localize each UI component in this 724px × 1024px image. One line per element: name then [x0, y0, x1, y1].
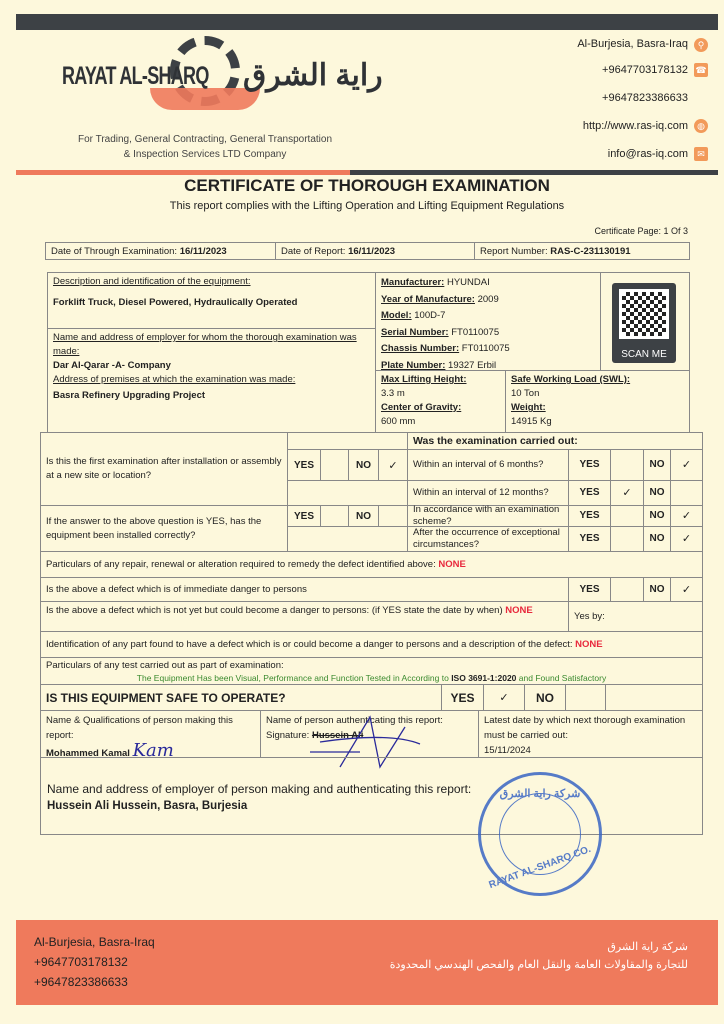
qr-code[interactable]	[612, 283, 676, 363]
q1-yes[interactable]: YES	[287, 449, 321, 481]
label: If the answer to the above question is YES, has the equipment been installed correctly?	[46, 515, 262, 541]
label: Serial Number:	[381, 326, 449, 338]
tests-result: and Found Satisfactory	[518, 673, 607, 683]
value: NONE	[575, 639, 603, 650]
interval-no-box-i6[interactable]: ✓	[670, 449, 703, 481]
value: NONE	[505, 605, 533, 616]
value: 3.3 m	[381, 388, 405, 399]
q1-yes-box[interactable]	[320, 449, 349, 481]
label: Is the above a defect which is not yet but could become a danger to persons: (if YES state the date by when)	[46, 605, 503, 616]
q2-yes-box[interactable]	[320, 505, 349, 527]
lifting-height	[375, 370, 506, 433]
value: Dar Al-Qarar -A- Company	[53, 360, 171, 371]
q1-no-check[interactable]: ✓	[378, 449, 408, 481]
carried-out-header: Was the examination carried out:	[407, 432, 703, 450]
label: Year of Manufacture:	[381, 293, 475, 305]
label: Date of Report:	[281, 245, 346, 257]
contact-phone-2: +9647823386633	[602, 92, 688, 104]
immediate-danger: Is the above a defect which is of immediate danger to persons	[40, 577, 569, 602]
value: Hussein Ali	[311, 730, 364, 741]
equipment-description	[47, 272, 376, 329]
contact-phone-1: +9647703178132	[602, 64, 688, 76]
label: Description and identification of the equipment:	[53, 276, 251, 287]
interval-no-box-exceptional[interactable]: ✓	[670, 526, 703, 552]
report-date	[275, 242, 475, 260]
premises-label: Address of premises at which the examination was made:	[53, 374, 296, 385]
label: Name of person authenticating this report:	[266, 715, 443, 726]
value: 19327 Erbil	[448, 359, 497, 371]
interval-question-i12: Within an interval of 12 months?	[407, 480, 569, 506]
blank	[287, 526, 408, 552]
label: Name and address of employer for whom the thorough examination was made:	[53, 332, 357, 357]
report-maker	[40, 710, 261, 761]
interval-yes-i6[interactable]: YES	[568, 449, 611, 481]
qr-code-icon	[619, 289, 669, 339]
maker-signature: Kam	[132, 740, 174, 761]
q2-no-box[interactable]	[378, 505, 408, 527]
contact-email[interactable]: info@ras-iq.com	[607, 148, 688, 160]
signature-label: Signature:	[266, 730, 310, 741]
exam-date	[45, 242, 276, 260]
logo-text-ar: راية الشرق	[243, 59, 383, 92]
value: 2009	[477, 293, 499, 305]
value: 10 Ton	[511, 388, 540, 399]
repair-particulars	[40, 551, 703, 578]
interval-no-scheme[interactable]: NO	[643, 505, 671, 527]
scan-me-label: SCAN ME	[621, 349, 667, 360]
divider-dark	[350, 170, 718, 175]
label: Manufacturer:	[381, 277, 445, 288]
label: Report Number:	[480, 245, 548, 257]
value: 16/11/2023	[179, 245, 227, 257]
footer-contacts	[34, 932, 155, 992]
safe-no[interactable]: NO	[524, 684, 566, 711]
immediate-yes[interactable]: YES	[568, 577, 611, 602]
weight-value: 14915 Kg	[511, 416, 552, 427]
label: Max Lifting Height:	[381, 374, 467, 385]
value: Hussein Ali Hussein, Basra, Burjesia	[47, 800, 248, 812]
weight-label: Weight:	[511, 402, 546, 413]
yes-by[interactable]: Yes by:	[568, 601, 703, 632]
interval-no-box-i12[interactable]	[670, 480, 703, 506]
label: Particulars of any repair, renewal or alteration required to remedy the defect identified above:	[46, 559, 436, 570]
q2-yes[interactable]: YES	[287, 505, 321, 527]
interval-no-i6[interactable]: NO	[643, 449, 671, 481]
mail-icon: ✉	[694, 147, 708, 161]
label: Model:	[381, 310, 412, 321]
footer-ar-line-1: شركة راية الشرق	[607, 941, 688, 953]
safe-yes-check[interactable]: ✓	[483, 684, 525, 711]
value: FT0110075	[461, 343, 510, 354]
premises-value: Basra Refinery Upgrading Project	[53, 390, 206, 401]
swl	[505, 370, 690, 433]
value: Mohammed Kamal	[46, 748, 130, 759]
top-bar	[16, 14, 718, 30]
globe-icon: ◍	[694, 119, 708, 133]
safe-yes[interactable]: YES	[441, 684, 484, 711]
stamp-text-ar: شركة راية الشرق	[499, 788, 581, 800]
defect-identification	[40, 631, 703, 658]
label: Safe Working Load (SWL):	[511, 374, 631, 385]
interval-question-scheme: In accordance with an examination scheme?	[407, 505, 569, 527]
value: Forklift Truck, Diesel Powered, Hydraulically Operated	[53, 297, 298, 308]
stamp-text-en: RAYAT AL-SHARQ CO.	[487, 843, 593, 892]
value: 15/11/2024	[484, 745, 531, 756]
immediate-yes-box[interactable]	[610, 577, 644, 602]
future-danger	[40, 601, 569, 632]
label: Plate Number:	[381, 359, 446, 371]
label: Chassis Number:	[381, 343, 460, 354]
footer-arabic	[390, 938, 688, 974]
q1-no[interactable]: NO	[348, 449, 379, 481]
contact-address: Al-Burjesia, Basra-Iraq	[577, 38, 688, 50]
footer-phone-2: +9647823386633	[34, 975, 128, 989]
company-stamp	[478, 772, 602, 896]
location-pin-icon: ⚲	[694, 38, 708, 52]
interval-question-i6: Within an interval of 6 months?	[407, 449, 569, 481]
interval-yes-box-i12[interactable]: ✓	[610, 480, 644, 506]
tests-text: The Equipment Has been Visual, Performance and Function Tested in According to	[136, 673, 449, 683]
safe-no-box[interactable]	[565, 684, 606, 711]
label: Identification of any part found to have a defect which is or could become a danger to persons and a description of the defect:	[46, 639, 573, 650]
divider-orange	[16, 170, 350, 175]
certificate-page: Certificate Page: 1 Of 3	[594, 226, 688, 236]
interval-no-box-scheme[interactable]: ✓	[670, 505, 703, 527]
label: Latest date by which next thorough examination must be carried out:	[484, 715, 686, 741]
safe-to-operate: IS THIS EQUIPMENT SAFE TO OPERATE?	[40, 684, 442, 711]
interval-no-exceptional[interactable]: NO	[643, 526, 671, 552]
tests-carried-out	[40, 657, 703, 685]
label: Particulars of any test carried out as part of examination:	[46, 660, 284, 671]
label: Name & Qualifications of person making this report:	[46, 715, 233, 741]
employer-info	[47, 328, 376, 433]
tagline-line-1: For Trading, General Contracting, General Transportation	[77, 134, 333, 145]
phone-icon: ☎	[695, 65, 707, 75]
label: Date of Through Examination:	[51, 245, 178, 257]
cog-label: Center of Gravity:	[381, 402, 462, 413]
q2-no[interactable]: NO	[348, 505, 379, 527]
immediate-no-check[interactable]: ✓	[670, 577, 703, 602]
interval-no-i12[interactable]: NO	[643, 480, 671, 506]
label: Is this the first examination after installation or assembly at a new site or location?	[46, 456, 282, 481]
interval-yes-box-i6[interactable]	[610, 449, 644, 481]
next-exam-date	[478, 710, 703, 758]
label: Name and address of employer of person making and authenticating this report:	[47, 782, 472, 796]
footer-phone-1: +9647703178132	[34, 955, 128, 969]
interval-question-exceptional: After the occurrence of exceptional circumstances?	[407, 526, 569, 552]
value: RAS-C-231130191	[550, 245, 631, 257]
q-first-exam	[40, 432, 288, 506]
value: 16/11/2023	[348, 245, 396, 257]
interval-yes-box-scheme[interactable]	[610, 505, 644, 527]
footer-address: Al-Burjesia, Basra-Iraq	[34, 935, 155, 949]
interval-yes-i12[interactable]: YES	[568, 480, 611, 506]
certificate-subtitle: This report complies with the Lifting Operation and Lifting Equipment Regulations	[169, 200, 565, 212]
tagline	[40, 132, 370, 162]
contact-website[interactable]: http://www.ras-iq.com	[582, 120, 688, 132]
interval-yes-exceptional[interactable]: YES	[568, 526, 611, 552]
interval-yes-scheme[interactable]: YES	[568, 505, 611, 527]
blank	[287, 432, 408, 450]
logo-text-en: RAYAT AL-SHARQ	[62, 62, 209, 90]
value: FT0110075	[451, 326, 500, 338]
report-number	[474, 242, 690, 260]
immediate-no[interactable]: NO	[643, 577, 671, 602]
certificate-title: CERTIFICATE OF THOROUGH EXAMINATION	[184, 176, 550, 195]
employer-of-reporter	[40, 757, 703, 835]
blank	[605, 684, 703, 711]
interval-yes-box-exceptional[interactable]	[610, 526, 644, 552]
value: 100D-7	[414, 310, 446, 321]
value: NONE	[438, 559, 466, 570]
footer-ar-line-2: للتجارة والمقاولات العامة والنقل العام والفحص الهندسي المحدودة	[389, 959, 688, 971]
equipment-specs	[375, 272, 601, 371]
value: HYUNDAI	[446, 277, 490, 288]
cog-value: 600 mm	[381, 416, 416, 427]
iso-standard: ISO 3691-1:2020	[451, 673, 517, 683]
blank	[287, 480, 408, 506]
tagline-line-2: & Inspection Services LTD Company	[123, 149, 287, 160]
q-installed-correctly	[40, 505, 288, 552]
